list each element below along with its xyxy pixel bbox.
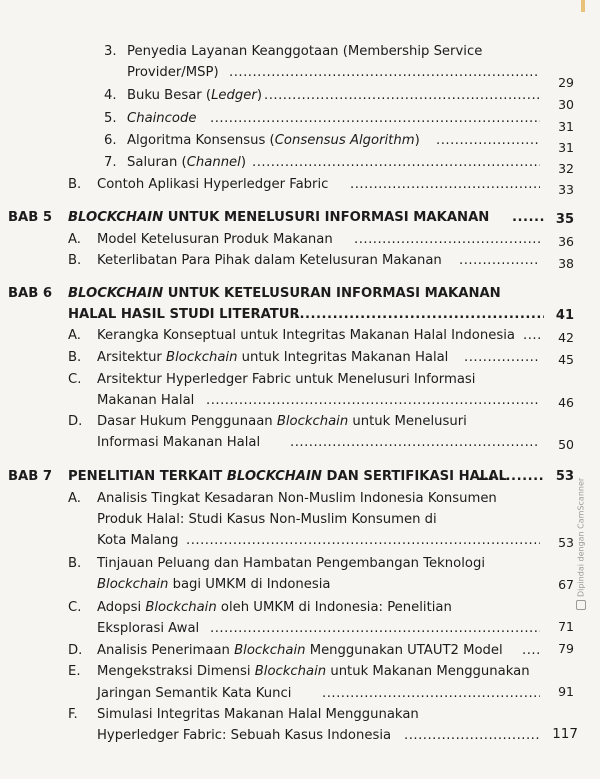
entry-title: [97, 177, 328, 193]
italic-run: Consensus Algorithm: [274, 133, 415, 148]
text-run: Eksplorasi Awal: [97, 621, 200, 636]
page-number: 33: [558, 182, 574, 197]
page-number: 41: [555, 308, 574, 323]
entry-label: C.: [68, 372, 82, 387]
leader-dots: [210, 621, 540, 637]
scanner-watermark: [576, 450, 586, 610]
text-run: untuk Menelusuri: [348, 414, 467, 429]
text-run: Adopsi: [97, 600, 146, 615]
page-number: 91: [558, 684, 574, 699]
italic-run: Chaincode: [127, 111, 197, 126]
text-run: ): [414, 133, 420, 148]
chapter-title-cont: [68, 307, 300, 323]
page-number: 31: [558, 119, 574, 134]
leader-dots: [512, 210, 544, 226]
entry-title: [127, 111, 196, 127]
leader-dots: [464, 350, 540, 366]
entry-title-cont: [97, 435, 260, 451]
page-number: 30: [558, 97, 574, 112]
camscanner-icon: [576, 600, 586, 610]
text-run: bagi UMKM di Indonesia: [168, 577, 331, 592]
leader-dots: [229, 65, 539, 81]
chapter-label: BAB 6: [8, 286, 53, 301]
text-run: Model Ketelusuran Produk Makanan: [97, 232, 333, 247]
leader-dots: [350, 177, 540, 193]
page-number: 46: [558, 395, 574, 410]
text-run: ): [256, 88, 262, 103]
page-number: 71: [558, 619, 574, 634]
leader-dots: [252, 155, 540, 171]
entry-title: [97, 664, 530, 680]
leader-dots: [522, 643, 540, 659]
entry-title-cont: [127, 65, 219, 81]
italic-run: Blockchain: [97, 577, 169, 592]
leader-dots: [210, 111, 540, 127]
leader-dots: [523, 328, 540, 344]
page-number: 53: [558, 535, 574, 550]
leader-dots: [322, 686, 540, 702]
entry-label: D.: [68, 643, 83, 658]
page-number: 29: [558, 75, 574, 90]
entry-label: 4.: [104, 88, 117, 103]
leader-dots: [354, 232, 540, 248]
leader-dots: [206, 393, 540, 409]
text-run: Menggunakan UTAUT2 Model: [305, 643, 503, 658]
text-run: Provider/MSP): [127, 65, 219, 80]
entry-title: [97, 253, 442, 269]
leader-dots: [459, 253, 540, 269]
entry-title-cont2: [97, 533, 178, 549]
italic-run: BLOCKCHAIN: [68, 210, 164, 225]
page-number: 35: [555, 212, 574, 227]
entry-label: 7.: [104, 155, 117, 170]
entry-title: [127, 44, 482, 60]
text-run: DAN SERTIFIKASI HALAL: [321, 469, 507, 484]
leader-dots: [436, 133, 540, 149]
entry-title: [97, 556, 485, 572]
page-number: 38: [558, 256, 574, 271]
chapter-title: [68, 286, 501, 302]
text-run: untuk Integritas Makanan Halal: [237, 350, 449, 365]
text-run: Algoritma Konsensus (: [127, 133, 275, 148]
italic-run: Blockchain: [166, 350, 238, 365]
entry-title: [127, 88, 262, 104]
entry-title: [97, 232, 333, 248]
entry-title: [127, 155, 246, 171]
text-run: Kerangka Konseptual untuk Integritas Makanan Halal Indonesia: [97, 328, 515, 343]
entry-title: [97, 372, 475, 388]
text-run: Analisis Penerimaan: [97, 643, 235, 658]
entry-label: 3.: [104, 44, 117, 59]
entry-label: B.: [68, 350, 82, 365]
italic-run: Blockchain: [145, 600, 217, 615]
entry-title-cont: [97, 728, 391, 744]
entry-label: C.: [68, 600, 82, 615]
text-run: Arsitektur: [97, 350, 167, 365]
entry-label: A.: [68, 232, 81, 247]
text-run: Hyperledger Fabric: Sebuah Kasus Indonesia: [97, 728, 392, 743]
leader-dots: [264, 88, 540, 104]
leader-dots: [186, 533, 540, 549]
chapter-title: [68, 469, 507, 485]
italic-run: Blockchain: [254, 664, 327, 679]
italic-run: BLOCKCHAIN: [226, 469, 322, 484]
entry-title-cont: [97, 577, 331, 593]
text-run: Simulasi Integritas Makanan Halal Menggunakan: [97, 707, 419, 722]
entry-label: A.: [68, 491, 81, 506]
text-run: Mengekstraksi Dimensi: [97, 664, 255, 679]
italic-run: Blockchain: [234, 643, 306, 658]
italic-run: Ledger: [211, 88, 257, 103]
text-run: Makanan Halal: [97, 393, 195, 408]
entry-title: [97, 414, 467, 430]
page-number: 53: [555, 469, 574, 484]
text-run: Tinjauan Peluang dan Hambatan Pengembangan Teknologi: [97, 556, 485, 571]
page-number: 50: [558, 437, 574, 452]
chapter-label: BAB 7: [8, 469, 53, 484]
leader-dots: [404, 728, 540, 744]
italic-run: BLOCKCHAIN: [68, 286, 164, 301]
text-run: UNTUK MENELUSURI INFORMASI MAKANAN: [163, 210, 490, 225]
entry-title-cont: [97, 621, 199, 637]
text-run: Buku Besar (: [127, 88, 212, 103]
page-number: 45: [558, 352, 574, 367]
entry-label: B.: [68, 556, 82, 571]
entry-label: A.: [68, 328, 81, 343]
text-run: PENELITIAN TERKAIT: [68, 469, 227, 484]
entry-label: B.: [68, 177, 82, 192]
leader-dots: [478, 469, 544, 485]
text-run: Jaringan Semantik Kata Kunci: [97, 686, 292, 701]
entry-label: 5.: [104, 111, 117, 126]
text-run: oleh UMKM di Indonesia: Penelitian: [216, 600, 452, 615]
entry-title: [97, 643, 503, 659]
text-run: Kota Malang: [97, 533, 179, 548]
entry-title: [97, 350, 448, 366]
text-run: Produk Halal: Studi Kasus Non-Muslim Konsumen di: [97, 512, 437, 527]
text-run: untuk Makanan Menggunakan: [326, 664, 530, 679]
page-edge-marker: [581, 0, 585, 12]
text-run: Keterlibatan Para Pihak dalam Ketelusuran Makanan: [97, 253, 442, 268]
text-run: Analisis Tingkat Kesadaran Non-Muslim Indonesia Konsumen: [97, 491, 497, 506]
entry-title: [97, 328, 515, 344]
entry-label: D.: [68, 414, 83, 429]
entry-label: B.: [68, 253, 82, 268]
entry-label: E.: [68, 664, 81, 679]
chapter-title: [68, 210, 489, 226]
page-number: 117: [552, 726, 578, 742]
chapter-label: BAB 5: [8, 210, 53, 225]
page-number: 31: [558, 140, 574, 155]
entry-title: [97, 491, 497, 507]
entry-title-cont: [97, 393, 194, 409]
entry-label: F.: [68, 707, 78, 722]
text-run: Contoh Aplikasi Hyperledger Fabric: [97, 177, 329, 192]
text-run: Saluran (: [127, 155, 187, 170]
page-number: 32: [558, 161, 574, 176]
text-run: ): [240, 155, 246, 170]
text-run: Dasar Hukum Penggunaan: [97, 414, 277, 429]
page-number: 79: [558, 641, 574, 656]
entry-title: [97, 707, 419, 723]
entry-label: 6.: [104, 133, 117, 148]
text-run: HALAL HASIL STUDI LITERATUR: [68, 307, 300, 322]
entry-title-cont: [97, 512, 437, 528]
text-run: UNTUK KETELUSURAN INFORMASI MAKANAN: [163, 286, 501, 301]
watermark-text: Dipindai dengan CamScanner: [576, 477, 586, 597]
entry-title: [97, 600, 452, 616]
leader-dots: [294, 307, 544, 323]
italic-run: Channel: [186, 155, 241, 170]
text-run: Penyedia Layanan Keanggotaan (Membership Service: [127, 44, 483, 59]
leader-dots: [290, 435, 540, 451]
entry-title-cont: [97, 686, 291, 702]
page-number: 42: [558, 330, 574, 345]
text-run: Arsitektur Hyperledger Fabric untuk Menelusuri Informasi: [97, 372, 476, 387]
page-number: 36: [558, 234, 574, 249]
entry-title: [127, 133, 420, 149]
page-number: 67: [558, 577, 574, 592]
italic-run: Blockchain: [276, 414, 349, 429]
text-run: Informasi Makanan Halal: [97, 435, 261, 450]
